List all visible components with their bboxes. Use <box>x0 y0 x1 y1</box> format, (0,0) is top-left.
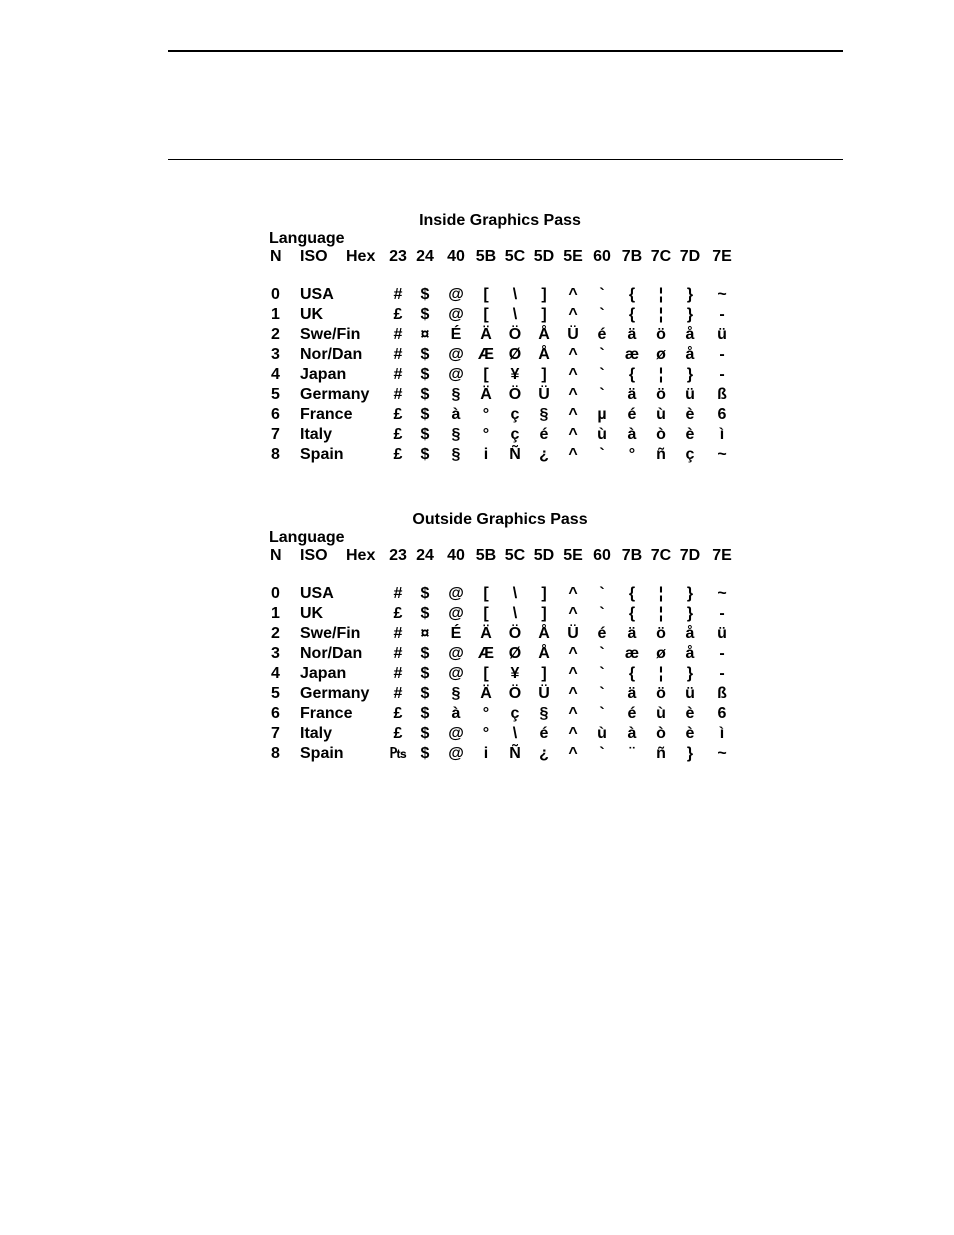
column-header-5c: 5C <box>504 547 526 564</box>
column-header-24: 24 <box>416 248 434 265</box>
char-cell: } <box>686 585 694 602</box>
char-cell: ¥ <box>510 366 520 383</box>
char-cell: } <box>686 286 694 303</box>
char-cell: ] <box>541 585 547 602</box>
char-cell: } <box>686 605 694 622</box>
char-cell: Æ <box>478 645 494 662</box>
char-cell: $ <box>420 286 430 303</box>
row-number: 3 <box>271 645 280 662</box>
row-number: 5 <box>271 386 280 403</box>
char-cell: Ñ <box>509 446 521 463</box>
char-cell: ø <box>656 645 666 662</box>
char-cell: Æ <box>478 346 494 363</box>
char-cell: £ <box>393 406 403 423</box>
language-name: Japan <box>300 665 347 682</box>
char-cell: [ <box>483 286 489 303</box>
char-cell: ~ <box>717 286 727 303</box>
row-number: 0 <box>271 585 280 602</box>
column-header-5e: 5E <box>563 547 583 564</box>
char-cell: @ <box>448 645 464 662</box>
char-cell: $ <box>420 745 430 762</box>
char-cell: # <box>393 665 403 682</box>
char-cell: { <box>628 665 636 682</box>
char-cell: $ <box>420 585 430 602</box>
char-cell: Ñ <box>509 745 521 762</box>
row-number: 6 <box>271 406 280 423</box>
language-name: Germany <box>300 685 370 702</box>
row-number: 8 <box>271 745 280 762</box>
char-cell: Ø <box>508 645 522 662</box>
char-cell: ] <box>541 366 547 383</box>
char-cell: ç <box>510 426 520 443</box>
char-cell: ^ <box>568 585 578 602</box>
column-header-5d: 5D <box>533 248 555 265</box>
char-cell: à <box>451 406 461 423</box>
char-cell: £ <box>393 426 403 443</box>
char-cell: Å <box>538 346 550 363</box>
char-cell: [ <box>483 306 489 323</box>
char-cell: # <box>393 645 403 662</box>
column-header-7c: 7C <box>650 547 672 564</box>
char-cell: ` <box>599 286 605 303</box>
char-cell: ¦ <box>658 366 664 383</box>
row-number: 7 <box>271 426 280 443</box>
char-cell: [ <box>483 665 489 682</box>
char-cell: $ <box>420 366 430 383</box>
language-name: UK <box>300 605 324 622</box>
char-cell: ü <box>717 326 727 343</box>
char-cell: ü <box>685 386 695 403</box>
char-cell: $ <box>420 725 430 742</box>
char-cell: ü <box>717 625 727 642</box>
char-cell: § <box>539 406 549 423</box>
row-number: 6 <box>271 705 280 722</box>
char-cell: - <box>719 346 725 363</box>
char-cell: è <box>685 705 695 722</box>
char-cell: ~ <box>717 745 727 762</box>
column-header-5e: 5E <box>563 248 583 265</box>
char-cell: ¦ <box>658 605 664 622</box>
char-cell: è <box>685 426 695 443</box>
char-cell: $ <box>420 705 430 722</box>
char-cell: } <box>686 366 694 383</box>
char-cell: é <box>627 705 637 722</box>
char-cell: } <box>686 745 694 762</box>
char-cell: ` <box>599 386 605 403</box>
column-header-5c: 5C <box>504 248 526 265</box>
char-cell: [ <box>483 605 489 622</box>
char-cell: ^ <box>568 406 578 423</box>
char-cell: ¤ <box>420 625 430 642</box>
char-cell: ^ <box>568 426 578 443</box>
language-name: Spain <box>300 745 344 762</box>
char-cell: $ <box>420 346 430 363</box>
language-name: UK <box>300 306 324 323</box>
char-cell: Ø <box>508 346 522 363</box>
char-cell: ö <box>656 326 666 343</box>
column-header-7d: 7D <box>679 248 701 265</box>
char-cell: è <box>685 725 695 742</box>
char-cell: ¥ <box>510 665 520 682</box>
char-cell: æ <box>624 645 640 662</box>
top-rule <box>168 50 843 52</box>
header-iso: ISO <box>300 547 328 564</box>
char-cell: # <box>393 346 403 363</box>
char-cell: Ö <box>508 625 522 642</box>
char-cell: ` <box>599 346 605 363</box>
char-cell: i <box>483 745 489 762</box>
language-name: France <box>300 705 353 722</box>
table-title: Inside Graphics Pass <box>419 212 581 229</box>
char-cell: $ <box>420 306 430 323</box>
column-header-60: 60 <box>593 248 611 265</box>
row-number: 8 <box>271 446 280 463</box>
char-cell: ü <box>685 685 695 702</box>
char-cell: 6 <box>717 406 727 423</box>
column-header-7e: 7E <box>712 248 732 265</box>
header-rule <box>168 159 843 160</box>
char-cell: \ <box>512 605 518 622</box>
char-cell: ¦ <box>658 665 664 682</box>
char-cell: ø <box>656 346 666 363</box>
char-cell: - <box>719 605 725 622</box>
char-cell: è <box>685 406 695 423</box>
language-name: USA <box>300 585 334 602</box>
char-cell: ` <box>599 705 605 722</box>
char-cell: { <box>628 306 636 323</box>
char-cell: ù <box>656 705 666 722</box>
column-header-7e: 7E <box>712 547 732 564</box>
char-cell: ^ <box>568 346 578 363</box>
char-cell: Ö <box>508 685 522 702</box>
char-cell: µ <box>597 406 607 423</box>
char-cell: ^ <box>568 725 578 742</box>
char-cell: \ <box>512 585 518 602</box>
row-number: 7 <box>271 725 280 742</box>
char-cell: å <box>685 346 695 363</box>
char-cell: $ <box>420 665 430 682</box>
column-header-7c: 7C <box>650 248 672 265</box>
char-cell: ` <box>599 685 605 702</box>
char-cell: ^ <box>568 645 578 662</box>
char-cell: ù <box>597 725 607 742</box>
char-cell: ~ <box>717 585 727 602</box>
char-cell: ` <box>599 306 605 323</box>
char-cell: ° <box>482 725 490 742</box>
row-number: 3 <box>271 346 280 363</box>
char-cell: Å <box>538 326 550 343</box>
char-cell: £ <box>393 306 403 323</box>
column-header-7d: 7D <box>679 547 701 564</box>
char-cell: ^ <box>568 685 578 702</box>
char-cell: ö <box>656 685 666 702</box>
char-cell: - <box>719 665 725 682</box>
char-cell: é <box>597 625 607 642</box>
char-cell: 6 <box>717 705 727 722</box>
char-cell: £ <box>393 705 403 722</box>
language-name: France <box>300 406 353 423</box>
char-cell: ` <box>599 745 605 762</box>
char-cell: [ <box>483 366 489 383</box>
char-cell: ä <box>627 326 637 343</box>
char-cell: ç <box>510 406 520 423</box>
char-cell: \ <box>512 306 518 323</box>
char-cell: å <box>685 645 695 662</box>
language-name: Nor/Dan <box>300 645 363 662</box>
char-cell: ¦ <box>658 585 664 602</box>
row-number: 5 <box>271 685 280 702</box>
table-title: Outside Graphics Pass <box>412 511 588 528</box>
char-cell: § <box>539 705 549 722</box>
header-hex: Hex <box>346 547 376 564</box>
language-name: Swe/Fin <box>300 326 361 343</box>
char-cell: ñ <box>656 745 666 762</box>
char-cell: ₧ <box>389 745 407 762</box>
char-cell: å <box>685 625 695 642</box>
char-cell: \ <box>512 286 518 303</box>
char-cell: ¿ <box>539 446 549 463</box>
char-cell: £ <box>393 605 403 622</box>
language-name: Italy <box>300 426 333 443</box>
char-cell: { <box>628 286 636 303</box>
char-cell: ß <box>717 685 727 702</box>
char-cell: $ <box>420 426 430 443</box>
char-cell: Ü <box>538 386 550 403</box>
char-cell: § <box>451 386 461 403</box>
char-cell: à <box>627 725 637 742</box>
char-cell: - <box>719 306 725 323</box>
char-cell: [ <box>483 585 489 602</box>
char-cell: Ö <box>508 386 522 403</box>
char-cell: ö <box>656 386 666 403</box>
column-header-24: 24 <box>416 547 434 564</box>
char-cell: É <box>450 326 462 343</box>
char-cell: Ä <box>480 326 492 343</box>
char-cell: $ <box>420 446 430 463</box>
char-cell: @ <box>448 745 464 762</box>
char-cell: ^ <box>568 665 578 682</box>
char-cell: é <box>539 426 549 443</box>
char-cell: ^ <box>568 745 578 762</box>
char-cell: à <box>627 426 637 443</box>
char-cell: ` <box>599 446 605 463</box>
char-cell: ` <box>599 605 605 622</box>
char-cell: ì <box>719 725 725 742</box>
char-cell: § <box>451 426 461 443</box>
char-cell: ¦ <box>658 306 664 323</box>
char-cell: £ <box>393 725 403 742</box>
column-header-40: 40 <box>447 248 465 265</box>
char-cell: ù <box>656 406 666 423</box>
column-header-5b: 5B <box>475 248 497 265</box>
char-cell: Å <box>538 645 550 662</box>
char-cell: Å <box>538 625 550 642</box>
char-cell: ç <box>510 705 520 722</box>
char-cell: $ <box>420 685 430 702</box>
char-cell: ä <box>627 685 637 702</box>
char-cell: ° <box>482 426 490 443</box>
header-n: N <box>270 547 282 564</box>
char-cell: $ <box>420 406 430 423</box>
char-cell: É <box>450 625 462 642</box>
char-cell: ` <box>599 645 605 662</box>
char-cell: @ <box>448 605 464 622</box>
row-number: 4 <box>271 366 280 383</box>
char-cell: @ <box>448 585 464 602</box>
char-cell: # <box>393 685 403 702</box>
char-cell: i <box>483 446 489 463</box>
char-cell: ] <box>541 286 547 303</box>
char-cell: # <box>393 326 403 343</box>
row-number: 2 <box>271 625 280 642</box>
column-header-40: 40 <box>447 547 465 564</box>
char-cell: @ <box>448 306 464 323</box>
language-label: Language <box>269 529 345 546</box>
char-cell: } <box>686 665 694 682</box>
char-cell: ^ <box>568 306 578 323</box>
char-cell: @ <box>448 725 464 742</box>
char-cell: ] <box>541 665 547 682</box>
char-cell: § <box>451 685 461 702</box>
char-cell: Ä <box>480 625 492 642</box>
column-header-23: 23 <box>389 248 407 265</box>
column-header-5b: 5B <box>475 547 497 564</box>
char-cell: @ <box>448 286 464 303</box>
char-cell: ^ <box>568 605 578 622</box>
char-cell: é <box>539 725 549 742</box>
char-cell: # <box>393 286 403 303</box>
char-cell: ° <box>482 406 490 423</box>
header-iso: ISO <box>300 248 328 265</box>
char-cell: ] <box>541 306 547 323</box>
char-cell: ¦ <box>658 286 664 303</box>
char-cell: ] <box>541 605 547 622</box>
char-cell: ñ <box>656 446 666 463</box>
header-n: N <box>270 248 282 265</box>
char-cell: ç <box>685 446 695 463</box>
language-name: USA <box>300 286 334 303</box>
char-cell: ¨ <box>629 745 635 762</box>
char-cell: ö <box>656 625 666 642</box>
char-cell: é <box>627 406 637 423</box>
char-cell: Ü <box>567 326 579 343</box>
char-cell: ¤ <box>420 326 430 343</box>
char-cell: Ü <box>538 685 550 702</box>
char-cell: ß <box>717 386 727 403</box>
char-cell: $ <box>420 386 430 403</box>
char-cell: ¿ <box>539 745 549 762</box>
column-header-60: 60 <box>593 547 611 564</box>
char-cell: \ <box>512 725 518 742</box>
char-cell: Ü <box>567 625 579 642</box>
column-header-7b: 7B <box>621 547 643 564</box>
column-header-7b: 7B <box>621 248 643 265</box>
language-name: Swe/Fin <box>300 625 361 642</box>
char-cell: é <box>597 326 607 343</box>
char-cell: Ä <box>480 386 492 403</box>
char-cell: à <box>451 705 461 722</box>
char-cell: ù <box>597 426 607 443</box>
char-cell: ò <box>656 426 666 443</box>
char-cell: ò <box>656 725 666 742</box>
char-cell: ^ <box>568 366 578 383</box>
language-name: Spain <box>300 446 344 463</box>
language-label: Language <box>269 230 345 247</box>
char-cell: ä <box>627 625 637 642</box>
row-number: 1 <box>271 306 280 323</box>
char-cell: { <box>628 585 636 602</box>
char-cell: @ <box>448 366 464 383</box>
char-cell: ° <box>628 446 636 463</box>
char-cell: $ <box>420 645 430 662</box>
char-cell: Ä <box>480 685 492 702</box>
char-cell: å <box>685 326 695 343</box>
char-cell: § <box>451 446 461 463</box>
char-cell: ^ <box>568 286 578 303</box>
char-cell: Ö <box>508 326 522 343</box>
char-cell: # <box>393 386 403 403</box>
char-cell: ` <box>599 665 605 682</box>
char-cell: ^ <box>568 446 578 463</box>
char-cell: ì <box>719 426 725 443</box>
row-number: 4 <box>271 665 280 682</box>
language-name: Italy <box>300 725 333 742</box>
char-cell: $ <box>420 605 430 622</box>
language-name: Nor/Dan <box>300 346 363 363</box>
char-cell: { <box>628 605 636 622</box>
language-name: Germany <box>300 386 370 403</box>
char-cell: - <box>719 366 725 383</box>
char-cell: # <box>393 625 403 642</box>
char-cell: ° <box>482 705 490 722</box>
char-cell: ä <box>627 386 637 403</box>
char-cell: } <box>686 306 694 323</box>
char-cell: £ <box>393 446 403 463</box>
char-cell: # <box>393 585 403 602</box>
char-cell: ` <box>599 585 605 602</box>
row-number: 2 <box>271 326 280 343</box>
char-cell: @ <box>448 665 464 682</box>
column-header-23: 23 <box>389 547 407 564</box>
char-cell: - <box>719 645 725 662</box>
char-cell: æ <box>624 346 640 363</box>
char-cell: ^ <box>568 705 578 722</box>
char-cell: { <box>628 366 636 383</box>
header-hex: Hex <box>346 248 376 265</box>
row-number: 0 <box>271 286 280 303</box>
row-number: 1 <box>271 605 280 622</box>
language-name: Japan <box>300 366 347 383</box>
column-header-5d: 5D <box>533 547 555 564</box>
char-cell: ` <box>599 366 605 383</box>
char-cell: @ <box>448 346 464 363</box>
char-cell: ~ <box>717 446 727 463</box>
char-cell: ^ <box>568 386 578 403</box>
char-cell: # <box>393 366 403 383</box>
